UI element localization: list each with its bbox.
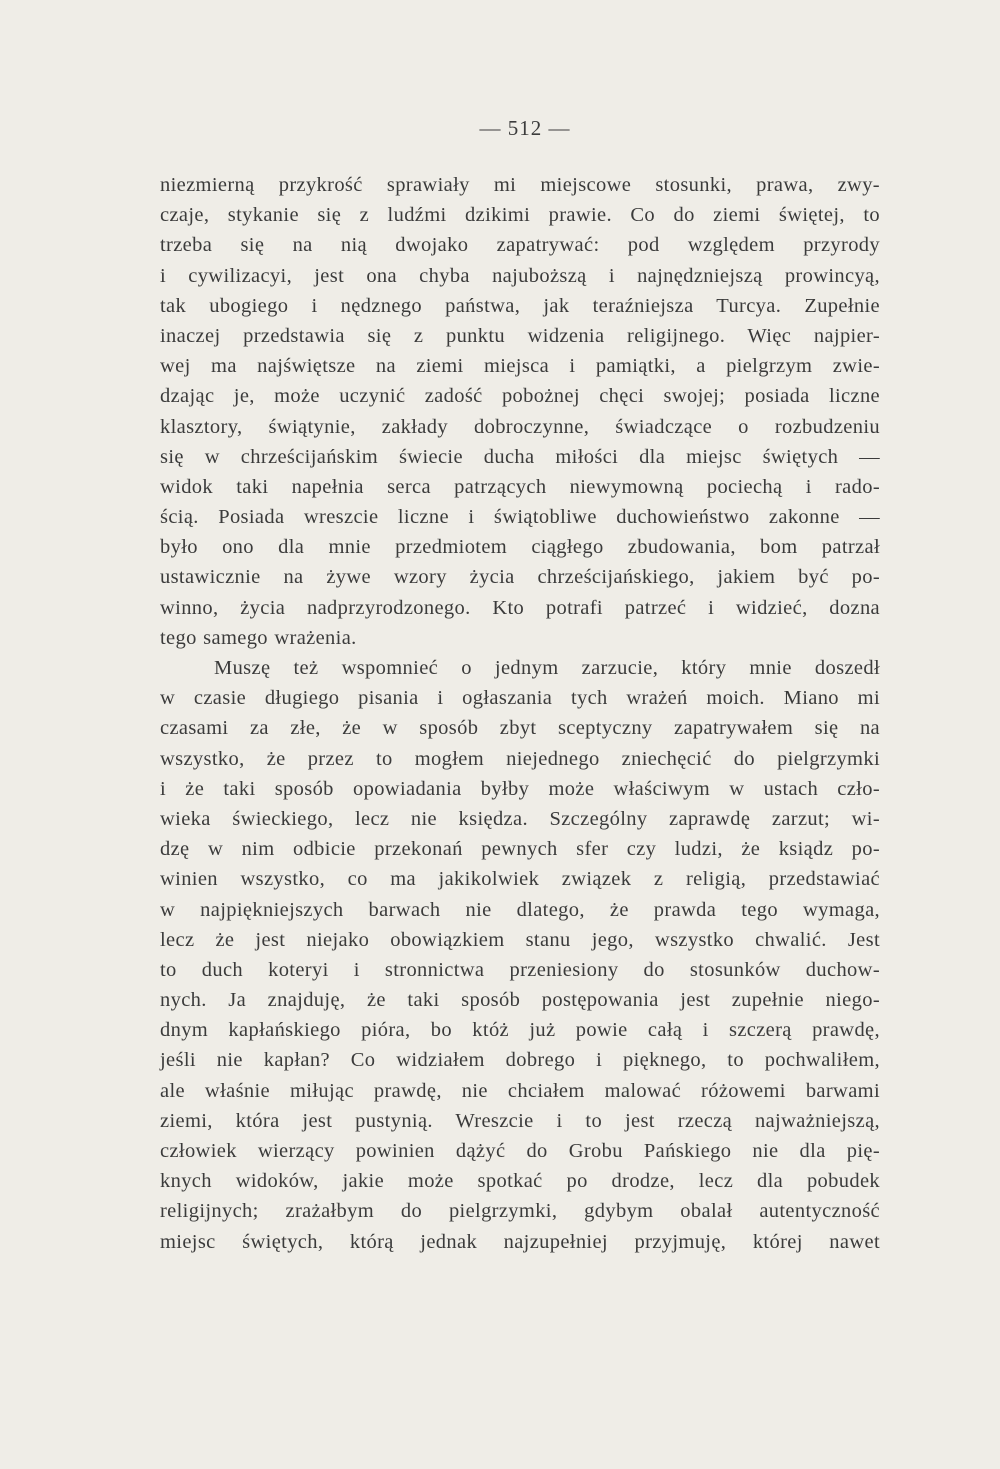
text-line: czasami za złe, że w sposób zbyt sceptyczny zapatrywałem się na [160, 717, 880, 740]
text-line: winien wszystko, co ma jakikolwiek związek z religią, przedstawiać [160, 868, 880, 891]
text-line: niezmierną przykrość sprawiały mi miejscowe stosunki, prawa, zwy- [160, 174, 880, 196]
text-line: dnym kapłańskiego pióra, bo któż już powie całą i szczerą prawdę, [160, 1019, 880, 1042]
text-line: tak ubogiego i nędznego państwa, jak teraźniejsza Turcya. Zupełnie [160, 294, 880, 317]
text-line: było ono dla mnie przedmiotem ciągłego zbudowania, bom patrzał [160, 536, 880, 559]
text-line: dzę w nim odbicie przekonań pewnych sfer czy ludzi, że ksiądz po- [160, 838, 880, 861]
text-line: dzając je, może uczynić zadość pobożnej chęci swojej; posiada liczne [160, 385, 880, 408]
text-line: widok taki napełnia serca patrzących niewymowną pociechą i rado- [160, 475, 880, 498]
text-line: i cywilizacyi, jest ona chyba najuboższą i najnędzniejszą prowincyą, [160, 264, 880, 287]
text-line: wszystko, że przez to mogłem niejednego zniechęcić do pielgrzymki [160, 747, 880, 770]
text-line: czaje, stykanie się z ludźmi dzikimi prawie. Co do ziemi świętej, to [160, 204, 880, 227]
text-line: klasztory, świątynie, zakłady dobroczynne, świadczące o rozbudzeniu [160, 415, 880, 438]
paragraph-start-line: Muszę też wspomnieć o jednym zarzucie, który mnie doszedł [214, 657, 880, 679]
text-line: trzeba się na nią dwojako zapatrywać: pod względem przyrody [160, 234, 880, 257]
text-line: miejsc świętych, którą jednak najzupełniej przyjmuję, której nawet [160, 1230, 880, 1253]
text-line: ale właśnie miłując prawdę, nie chciałem malować różowemi barwami [160, 1079, 880, 1102]
text-line: jeśli nie kapłan? Co widziałem dobrego i pięknego, to pochwaliłem, [160, 1049, 880, 1072]
text-line: się w chrześcijańskim świecie ducha miłości dla miejsc świętych — [160, 445, 880, 468]
body-text [160, 170, 880, 1257]
text-line: wieka świeckiego, lecz nie księdza. Szczególny zaprawdę zarzut; wi- [160, 807, 880, 830]
text-line: ziemi, która jest pustynią. Wreszcie i to jest rzeczą najważniejszą, [160, 1109, 880, 1132]
text-line: winno, życia nadprzyrodzonego. Kto potrafi patrzeć i widzieć, dozna [160, 596, 880, 619]
text-line: religijnych; zrażałbym do pielgrzymki, gdybym obalał autentyczność [160, 1200, 880, 1223]
text-line: i że taki sposób opowiadania byłby może właściwym w ustach czło- [160, 777, 880, 800]
page-number: — 512 — [479, 116, 571, 140]
text-line: wej ma najświętsze na ziemi miejsca i pamiątki, a pielgrzym zwie- [160, 355, 880, 378]
text-line: człowiek wierzący powinien dążyć do Grobu Pańskiego nie dla pię- [160, 1140, 880, 1162]
text-line: nych. Ja znajduję, że taki sposób postępowania jest zupełnie niego- [160, 989, 880, 1012]
text-line: ustawicznie na żywe wzory życia chrześcijańskiego, jakiem być po- [160, 566, 880, 589]
paragraph-end-line: tego samego wrażenia. [160, 626, 357, 649]
text-line: to duch koteryi i stronnictwa przeniesiony do stosunków duchow- [160, 958, 880, 981]
text-line: inaczej przedstawia się z punktu widzenia religijnego. Więc najpier- [160, 324, 880, 347]
text-line: lecz że jest niejako obowiązkiem stanu jego, wszystko chwalić. Jest [160, 928, 880, 951]
text-line: ścią. Posiada wreszcie liczne i świątobliwe duchowieństwo zakonne — [160, 506, 880, 529]
text-line: knych widoków, jakie może spotkać po drodze, lecz dla pobudek [160, 1170, 880, 1193]
text-line: w najpiękniejszych barwach nie dlatego, że prawda tego wymaga, [160, 898, 880, 921]
text-line: w czasie długiego pisania i ogłaszania tych wrażeń moich. Miano mi [160, 687, 880, 710]
